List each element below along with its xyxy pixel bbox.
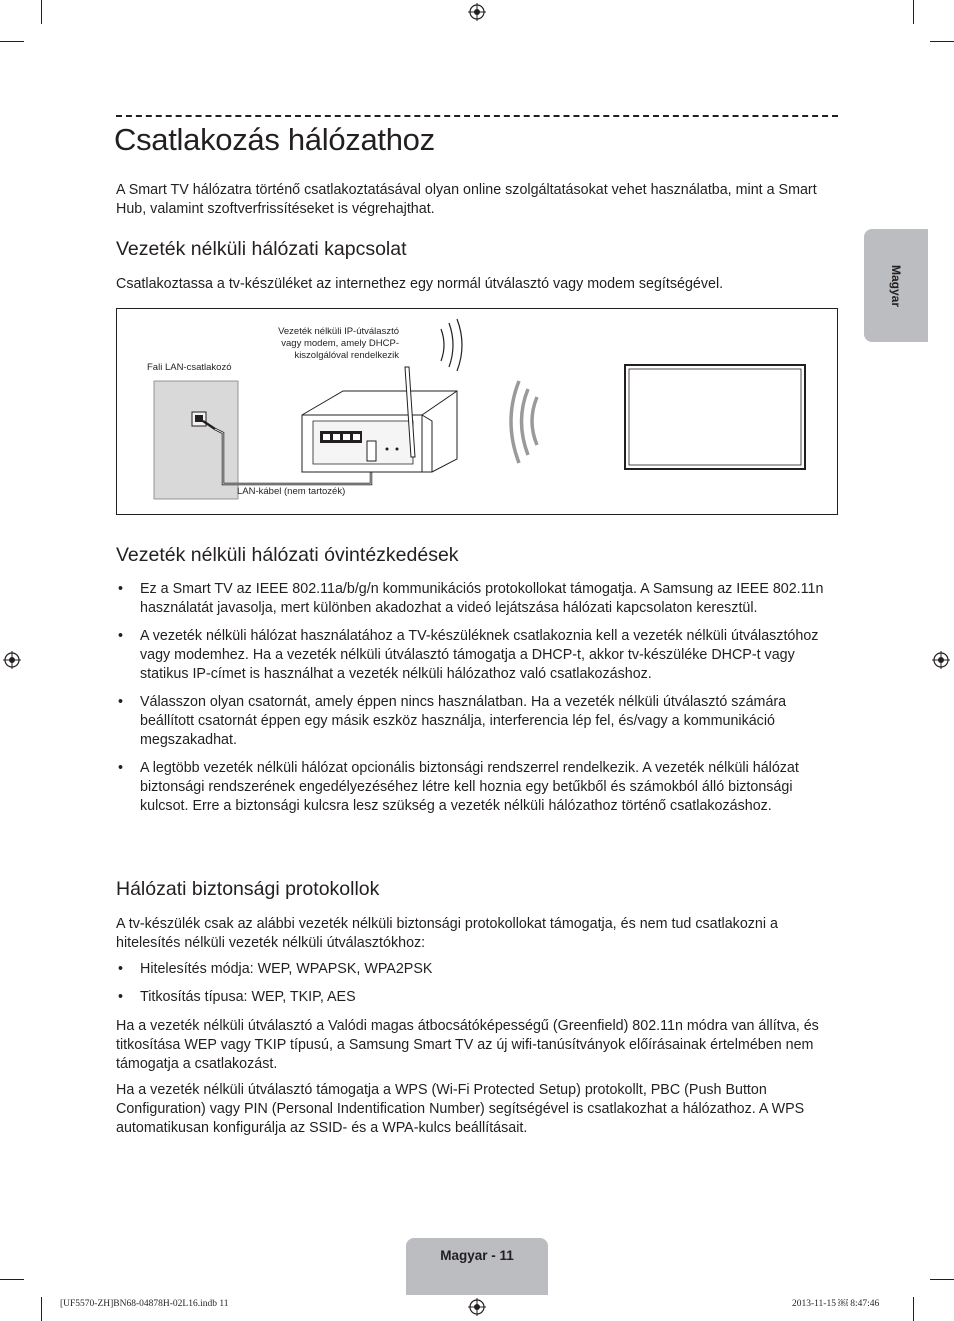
page-number-tab — [406, 1238, 548, 1295]
router-signal-icon — [441, 319, 462, 371]
crop-mark — [913, 1297, 914, 1321]
precautions-list — [116, 580, 838, 816]
list-item: • Hitelesítés módja: WEP, WPAPSK, WPA2PSK — [116, 960, 838, 979]
wall-lan-socket-icon — [154, 381, 238, 499]
list-item: • Titkosítás típusa: WEP, TKIP, AES — [116, 988, 838, 1007]
side-tab-label: Magyar — [889, 264, 903, 307]
crop-mark — [41, 0, 42, 24]
section-heading-wireless: Vezeték nélküli hálózati kapcsolat — [116, 238, 407, 260]
language-side-tab — [864, 229, 928, 342]
registration-mark-icon — [468, 3, 486, 21]
wireless-signal-icon — [511, 381, 537, 463]
list-item: • Válasszon olyan csatornát, amely éppen nincs használatban. Ha a vezeték nélküli útválasztó számára beállított csatornát éppen egy másik eszköz használja, interferencia lép fel, és/vagy a kommunikáció megszakadhat. — [116, 693, 838, 750]
registration-mark-icon — [932, 651, 950, 669]
crop-mark — [930, 41, 954, 42]
diagram-illustration — [117, 309, 837, 514]
crop-mark — [41, 1297, 42, 1321]
router-label-line: vagy modem, amely DHCP- — [281, 338, 399, 349]
cable-label: LAN-kábel (nem tartozék) — [237, 486, 346, 497]
page-title: Csatlakozás hálózathoz — [114, 122, 435, 157]
wall-lan-label: Fali LAN-csatlakozó — [147, 362, 232, 373]
crop-mark — [930, 1279, 954, 1280]
registration-mark-icon — [3, 651, 21, 669]
registration-mark-icon — [468, 1298, 486, 1316]
crop-mark — [0, 41, 24, 42]
list-item: • A legtöbb vezeték nélküli hálózat opcionális biztonsági rendszerrel rendelkezik. A vezeték nélküli hálózat biztonsági rendszerének engedélyezéséhez létre kell hoznia egy betűkből és számokból álló biztonsági kulcsot. Erre a biztonsági kulcsra lesz szükség a vezeték nélküli hálózathoz történő csatlakozáshoz. — [116, 759, 838, 816]
protocols-list — [116, 960, 838, 1007]
network-diagram — [116, 308, 838, 515]
list-item: • Ez a Smart TV az IEEE 802.11a/b/g/n kommunikációs protokollokat támogatja. A Samsung az IEEE 802.11n használatát javasolja, mert különben akadozhat a videó lejátszása hálózati kapcsolaton keresztül. — [116, 580, 838, 618]
router-label — [265, 326, 399, 362]
wps-paragraph: Ha a vezeték nélküli útválasztó támogatja a WPS (Wi-Fi Protected Setup) protokollt, PBC (Push Button Configuration) vagy PIN (Personal Indentification Number) segítségével is csatlakozhat a hálózathoz. A WPS automatikusan konfigurálja az SSID- és a WPA-kulcs beállításait. — [116, 1082, 805, 1136]
greenfield-paragraph: Ha a vezeték nélküli útválasztó a Valódi magas átbocsátóképességű (Greenfield) 802.11n módra van állítva, és titkosítása WEP vagy TKIP típusú, a Samsung Smart TV az új wifi-tanúsítványok előírásainak értelmében nem támogatja a csatlakozást. — [116, 1018, 819, 1072]
section-heading-protocols: Hálózati biztonsági protokollok — [116, 878, 380, 900]
protocols-description: A tv-készülék csak az alábbi vezeték nélküli biztonsági protokollokat támogatja, és nem tud csatlakozni a hitelesítés nélküli vezeték nélküli útválasztókhoz: — [116, 916, 778, 951]
print-timestamp: 2013-11-15 ￼ 8:47:46 — [792, 1299, 880, 1309]
router-label-line: kiszolgálóval rendelkezik — [294, 350, 399, 361]
wireless-description: Csatlakoztassa a tv-készüléket az internethez egy normál útválasztó vagy modem segítségével. — [116, 276, 724, 292]
page-number: Magyar - 11 — [440, 1248, 514, 1263]
list-item: • A vezeték nélküli hálózat használatához a TV-készüléknek csatlakoznia kell a vezeték nélküli útválasztóhoz vagy modemhez. Ha a vezeték nélküli útválasztó támogatja a DHCP-t, akkor tv-készüléke DHCP-t vagy statikus IP-címet is használhat a vezeték nélküli hálózathoz való csatlakozáshoz. — [116, 627, 838, 684]
router-label-line: Vezeték nélküli IP-útválasztó — [278, 326, 399, 337]
crop-mark — [913, 0, 914, 24]
intro-paragraph: A Smart TV hálózatra történő csatlakoztatásával olyan online szolgáltatásokat vehet használatba, mint a Smart Hub, valamint szoftverfrissítéseket is végrehajthat. — [116, 182, 817, 217]
file-info: [UF5570-ZH]BN68-04878H-02L16.indb 11 — [60, 1299, 229, 1309]
tv-icon — [625, 365, 805, 469]
title-rule — [116, 115, 838, 117]
crop-mark — [0, 1279, 24, 1280]
section-heading-precautions: Vezeték nélküli hálózati óvintézkedések — [116, 544, 459, 566]
router-icon — [302, 367, 457, 472]
